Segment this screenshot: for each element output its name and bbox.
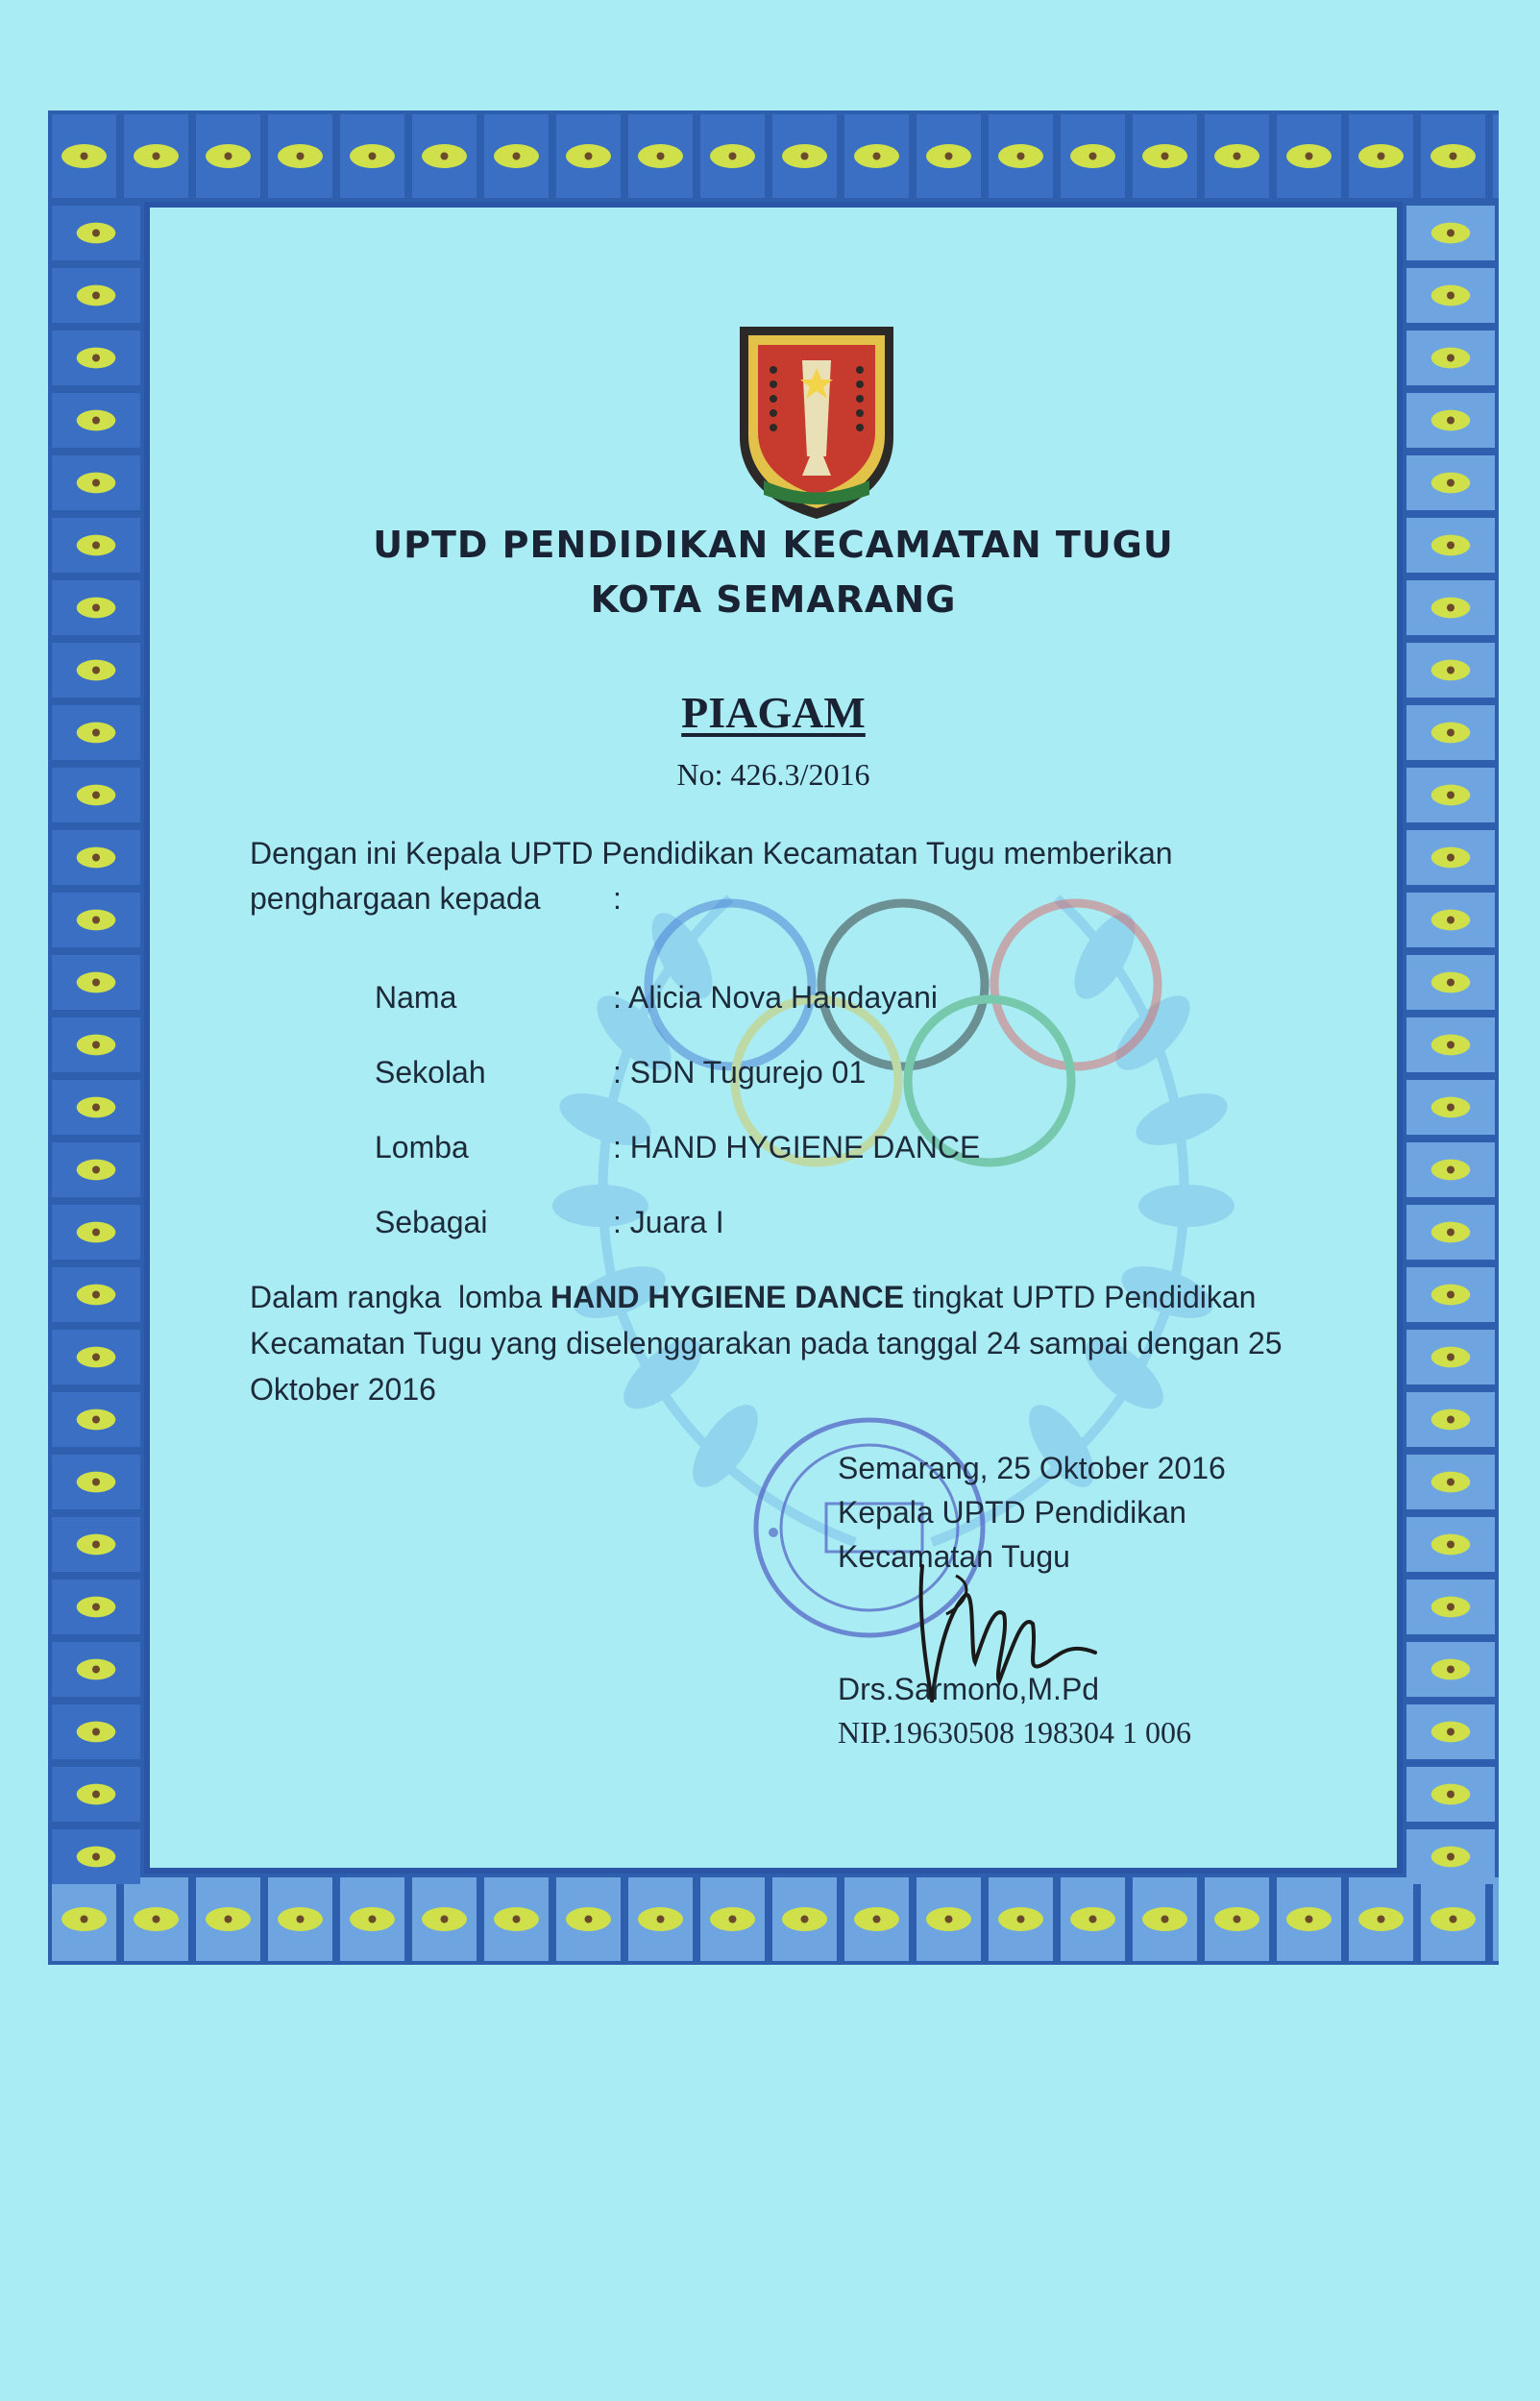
field-value-sebagai: : Juara I xyxy=(613,1205,724,1239)
intro-line-1: Dengan ini Kepala UPTD Pendidikan Kecamatan Tugu memberikan xyxy=(250,836,1173,870)
document-number: No: 426.3/2016 xyxy=(676,757,870,792)
signatory-name: Drs.Sarmono,M.Pd xyxy=(838,1672,1100,1706)
office-name-line2: KOTA SEMARANG xyxy=(590,578,957,621)
field-label-nama: Nama xyxy=(375,980,457,1015)
closing-line-3: Oktober 2016 xyxy=(250,1372,436,1407)
field-label-sebagai: Sebagai xyxy=(375,1205,488,1239)
field-label-sekolah: Sekolah xyxy=(375,1055,486,1090)
signature-position-line1: Kepala UPTD Pendidikan xyxy=(838,1495,1186,1530)
field-label-lomba: Lomba xyxy=(375,1130,469,1164)
intro-colon: : xyxy=(613,881,622,916)
field-value-sekolah: : SDN Tugurejo 01 xyxy=(613,1055,867,1090)
signatory-nip: NIP.19630508 198304 1 006 xyxy=(838,1715,1192,1750)
city-emblem xyxy=(735,322,898,524)
field-value-nama: : Alicia Nova Handayani xyxy=(613,980,938,1015)
closing-line-1-pre: Dalam rangka lomba xyxy=(250,1280,551,1314)
closing-line-2: Kecamatan Tugu yang diselenggarakan pada tanggal 24 sampai dengan 25 xyxy=(250,1326,1283,1360)
certificate xyxy=(48,110,1499,1965)
certificate-body xyxy=(144,202,1403,1874)
closing-line-1-post: tingkat UPTD Pendidikan xyxy=(904,1280,1257,1314)
closing-line-1-event: HAND HYGIENE DANCE xyxy=(550,1280,905,1314)
intro-line-2: penghargaan kepada xyxy=(250,881,541,916)
office-name-line1: UPTD PENDIDIKAN KECAMATAN TUGU xyxy=(373,524,1174,566)
signature-position-line2: Kecamatan Tugu xyxy=(838,1539,1070,1574)
signature-place-date: Semarang, 25 Oktober 2016 xyxy=(838,1451,1226,1485)
closing-line-1 xyxy=(250,1280,1256,1315)
field-value-lomba: : HAND HYGIENE DANCE xyxy=(613,1130,981,1164)
document-title: PIAGAM xyxy=(681,688,866,737)
